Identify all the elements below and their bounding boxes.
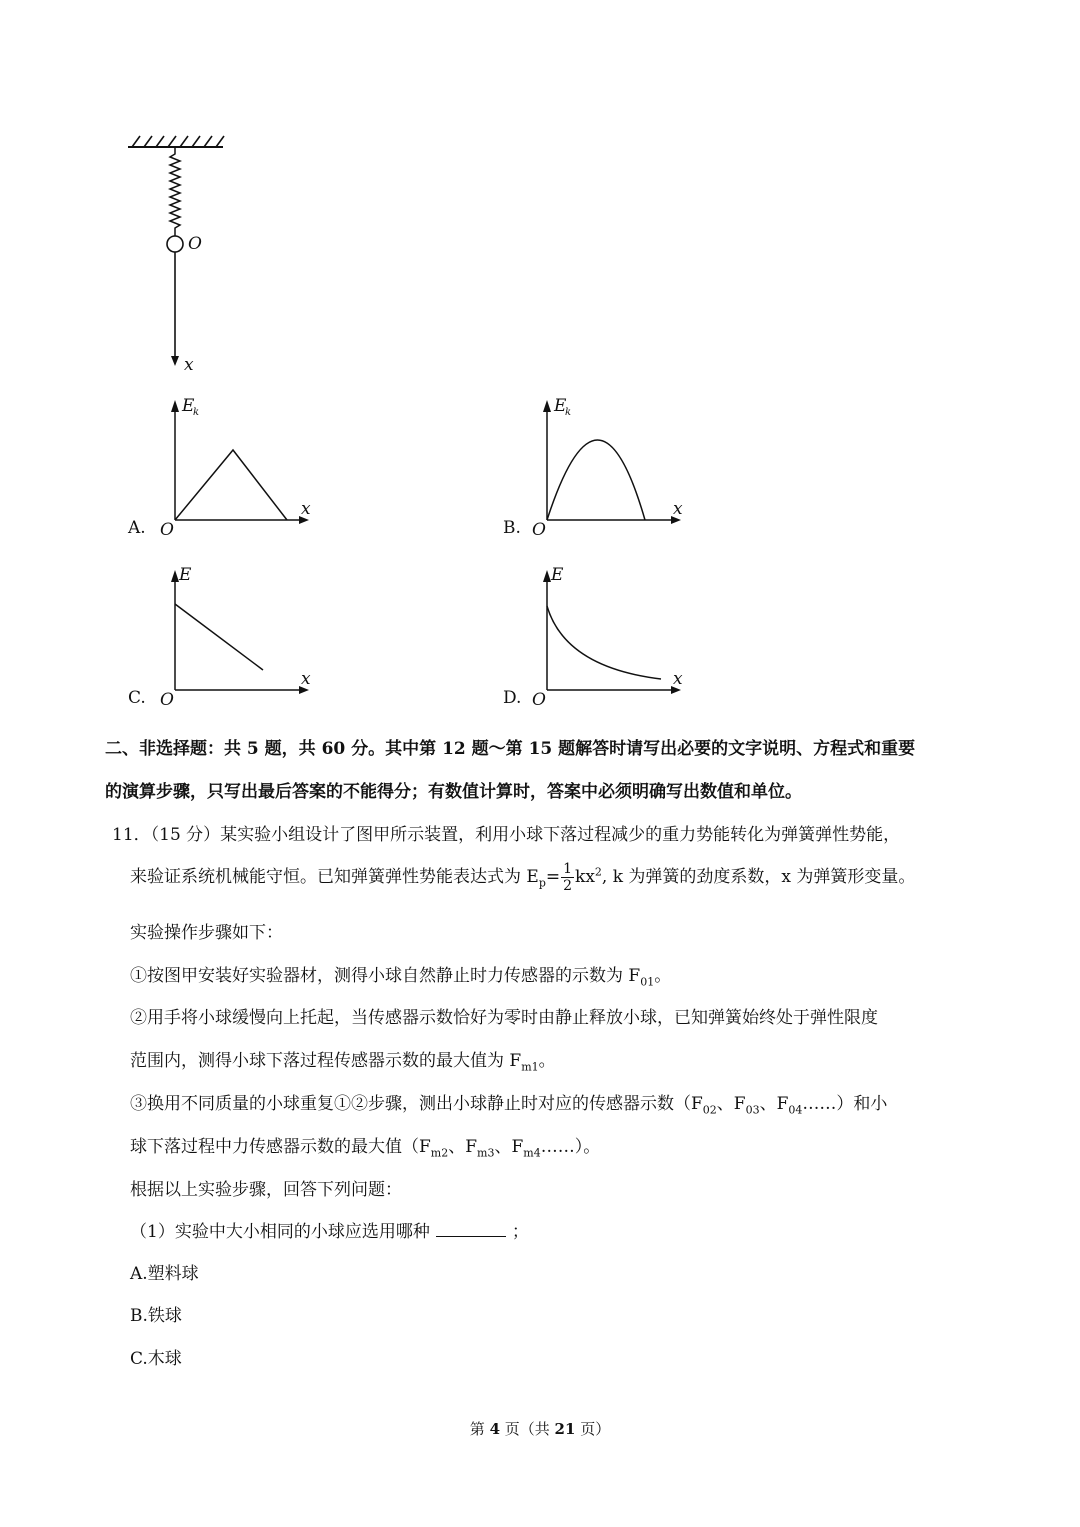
origin-label: O [532,690,546,710]
q11-step3-line1: ③换用不同质量的小球重复①②步骤，测出小球静止时对应的传感器示数（$F_{02}$、$F_{03}$、$F_{04}\dots\dots$）和小 [130,1094,888,1117]
answer-blank[interactable] [436,1222,506,1237]
choice-c[interactable]: C.木球 [130,1349,182,1369]
page-footer: 第 4 页（共 21 页） [469,1420,611,1438]
q11-step2-line2: 范围内，测得小球下落过程传感器示数的最大值为 $F_{m1}$。 [130,1051,556,1074]
x-axis-label: x [301,669,311,689]
option-a-letter[interactable]: A. [128,518,146,538]
option-a-graph [155,390,325,540]
x-axis-label: x [673,669,683,689]
x-axis-label: x [673,499,683,519]
choice-b[interactable]: B.铁球 [130,1306,182,1326]
origin-label: O [160,520,174,540]
y-axis-label: E [554,396,567,416]
e-linear-curve [175,604,263,670]
ek-triangle-curve [175,450,287,520]
q11-step1: ①按图甲安装好实验器材，测得小球自然静止时力传感器的示数为 $F_{01}$。 [130,966,672,989]
ek-parabola-curve [547,440,645,520]
section2-line1: 二、非选择题：共 5 题，共 60 分。其中第 12 题～第 15 题解答时请写出必要的文字说明、方程式和重要 [105,739,916,759]
option-b-graph [527,390,697,540]
y-axis-label: E [179,565,192,585]
origin-label: O [188,234,202,254]
origin-label: O [160,690,174,710]
choice-a[interactable]: A.塑料球 [130,1264,199,1284]
section2-line2: 的演算步骤，只写出最后答案的不能得分；有数值计算时，答案中必须明确写出数值和单位。 [105,782,802,802]
y-axis-subscript: k [565,407,572,418]
q11-sub1: （1）实验中大小相同的小球应选用哪种 ； [130,1222,529,1242]
y-axis-label: E [182,396,195,416]
q11-line2: 来验证系统机械能守恒。已知弹簧弹性势能表达式为 $E_p=$ $\frac{1}{2}$ $kx^2$, k 为弹簧的劲度系数，x 为弹簧形变量。 [130,861,916,894]
q11-steps-title: 实验操作步骤如下： [130,923,283,943]
y-axis-subscript: k [193,407,200,418]
q11-step3-line2: 球下落过程中力传感器示数的最大值（$F_{m2}$、$F_{m3}$、$F_{m4}\dots\dots$）。 [130,1137,601,1160]
x-axis-arrow [171,356,179,366]
fraction-one-half: $\frac{1}{2}$ [563,861,573,894]
q11-step2-line1: ②用手将小球缓慢向上托起，当传感器示数恰好为零时由静止释放小球，已知弹簧始终处于弹性限度 [130,1008,878,1028]
spring-coil [170,147,180,236]
ball [167,236,183,252]
origin-label: O [532,520,546,540]
x-axis-label: x [301,499,311,519]
q11-answer-intro: 根据以上实验步骤，回答下列问题： [130,1180,402,1200]
e-decay-curve [547,606,661,679]
option-d-graph [527,560,697,710]
q11-line1: 11．（15 分）某实验小组设计了图甲所示装置，利用小球下落过程减少的重力势能转化为弹簧弹性势能， [112,825,901,845]
y-axis-label: E [551,565,564,585]
ceiling-hatch [132,136,224,147]
spring-figure [120,130,240,380]
option-c-graph [155,560,325,710]
x-axis-label: x [184,355,194,375]
option-c-letter[interactable]: C. [128,688,146,708]
option-d-letter[interactable]: D. [503,688,522,708]
option-b-letter[interactable]: B. [503,518,521,538]
